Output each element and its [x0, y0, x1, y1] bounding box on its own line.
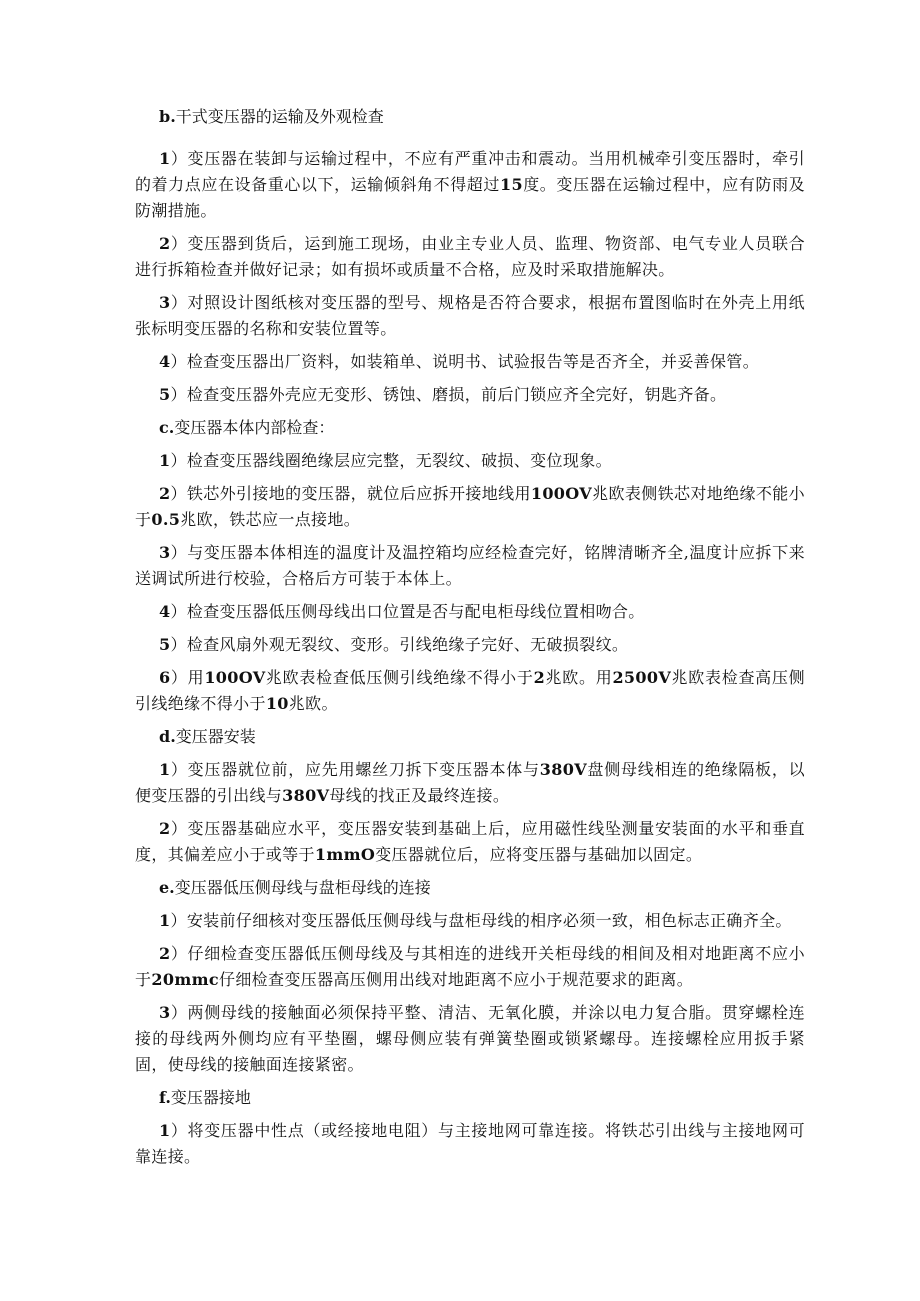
- item-number: 2: [159, 944, 171, 963]
- item-number: 2: [159, 234, 171, 253]
- section-title: 变压器接地: [170, 1088, 251, 1107]
- paragraph-e-1: [135, 908, 805, 934]
- section-heading-f: [135, 1085, 805, 1111]
- section-title: 干式变压器的运输及外观检查: [175, 107, 384, 126]
- item-value: 100OV: [530, 484, 593, 503]
- item-text: ）两侧母线的接触面必须保持平整、清洁、无氧化膜，并涂以电力复合脂。贯穿螺栓连接的母线两外侧均应有平垫圈，螺母侧应装有弹簧垫圈或锁紧螺母。连接螺栓应用扳手紧固，使母线的接触面连接紧密。: [135, 1003, 805, 1074]
- item-number: 2: [159, 819, 171, 838]
- item-value: 100OV: [204, 668, 266, 687]
- paragraph-c-2: [135, 481, 805, 533]
- item-number: 4: [159, 602, 171, 621]
- item-text-tail: 兆欧。: [288, 694, 338, 713]
- section-title: 变压器本体内部检查：: [174, 418, 335, 437]
- item-value: 380V: [539, 760, 588, 779]
- item-text-tail: 变压器就位后，应将变压器与基础加以固定。: [375, 845, 703, 864]
- paragraph-d-2: [135, 816, 805, 868]
- paragraph-b-2: [135, 231, 805, 283]
- item-value: 1mmO: [314, 845, 376, 864]
- item-number: 1: [159, 911, 171, 930]
- paragraph-b-5: [135, 382, 805, 408]
- paragraph-c-1: [135, 448, 805, 474]
- section-title: 变压器安装: [175, 727, 256, 746]
- item-text: ）仔细检查变压器低压侧母线及与其相连的进线开关柜母线的相间及相对地距离不应小于: [135, 944, 805, 989]
- document-body: [135, 104, 805, 1177]
- paragraph-b-3: [135, 290, 805, 342]
- item-number: 1: [159, 1121, 171, 1140]
- item-number: 3: [159, 1003, 171, 1022]
- section-heading-b: [135, 104, 805, 130]
- item-text: ）检查变压器线圈绝缘层应完整，无裂纹、破损、变位现象。: [170, 451, 612, 470]
- item-number: 1: [159, 760, 171, 779]
- item-value: 380V: [282, 786, 330, 805]
- item-text: ）变压器基础应水平，变压器安装到基础上后，应用磁性线坠测量安装面的水平和垂直度，其偏差应小于或等于: [135, 819, 805, 864]
- paragraph-e-3: [135, 1000, 805, 1078]
- section-title: 变压器低压侧母线与盘柜母线的连接: [174, 878, 431, 897]
- section-marker: b.: [159, 107, 176, 126]
- paragraph-c-6: [135, 665, 805, 717]
- item-text: ）检查风扇外观无裂纹、变形。引线绝缘子完好、无破损裂纹。: [170, 635, 629, 654]
- item-value: 0.5: [151, 510, 181, 529]
- item-value: 20mmc: [151, 970, 219, 989]
- item-text: ）将变压器中性点（或经接地电阻）与主接地网可靠连接。将铁芯引出线与主接地网可靠连接。: [135, 1121, 805, 1166]
- section-marker: e.: [159, 878, 175, 897]
- paragraph-c-3: [135, 540, 805, 592]
- paragraph-c-5: [135, 632, 805, 658]
- section-heading-e: [135, 875, 805, 901]
- item-text: ）变压器就位前，应先用螺丝刀拆下变压器本体与: [170, 760, 540, 779]
- item-text: ）铁芯外引接地的变压器，就位后应拆开接地线用: [170, 484, 531, 503]
- item-text-mid: 兆欧表检查高压侧引线绝缘不得小于: [135, 668, 805, 713]
- paragraph-c-4: [135, 599, 805, 625]
- item-text-mid: 盘侧母线相连的绝缘隔板，以便变压器的引出线与: [135, 760, 805, 805]
- item-text: ）对照设计图纸核对变压器的型号、规格是否符合要求，根据布置图临时在外壳上用纸张标明变压器的名称和安装位置等。: [135, 293, 805, 338]
- item-number: 2: [159, 484, 171, 503]
- item-text-tail: 度。变压器在运输过程中，应有防雨及防潮措施。: [135, 175, 806, 220]
- paragraph-e-2: [135, 941, 805, 993]
- item-value: 10: [265, 694, 289, 713]
- item-text-tail: 兆欧，铁芯应一点接地。: [180, 510, 361, 529]
- item-number: 6: [159, 668, 171, 687]
- section-marker: c.: [159, 418, 175, 437]
- paragraph-b-4: [135, 349, 805, 375]
- item-value: 2: [533, 668, 546, 687]
- item-text-tail: 仔细检查变压器高压侧用出线对地距离不应小于规范要求的距离。: [218, 970, 694, 989]
- paragraph-b-1: [135, 146, 805, 224]
- item-text-mid: 兆欧表侧铁芯对地绝缘不能小于: [135, 484, 805, 529]
- section-heading-c: [135, 415, 805, 441]
- item-text: ）用: [170, 668, 205, 687]
- item-text-mid: 兆欧表检查低压侧引线绝缘不得小于: [265, 668, 534, 687]
- section-marker: f.: [159, 1088, 171, 1107]
- item-value: 2500V: [612, 668, 672, 687]
- item-text-tail: 母线的找正及最终连接。: [329, 786, 510, 805]
- item-number: 5: [159, 635, 171, 654]
- item-number: 1: [159, 149, 171, 168]
- item-number: 1: [159, 451, 171, 470]
- item-text: ）与变压器本体相连的温度计及温控箱均应经检查完好，铭牌清晰齐全,温度计应拆下来送调试所进行校验，合格后方可装于本体上。: [135, 543, 805, 588]
- section-heading-d: [135, 724, 805, 750]
- paragraph-f-1: [135, 1118, 805, 1170]
- item-number: 3: [159, 293, 171, 312]
- section-marker: d.: [159, 727, 176, 746]
- item-text: ）变压器在装卸与运输过程中，不应有严重冲击和震动。当用机械牵引变压器时，牵引的着力点应在设备重心以下，运输倾斜角不得超过: [135, 149, 805, 194]
- item-number: 5: [159, 385, 171, 404]
- item-text: ）检查变压器低压侧母线出口位置是否与配电柜母线位置相吻合。: [170, 602, 645, 621]
- item-text: ）安装前仔细核对变压器低压侧母线与盘柜母线的相序必须一致，相色标志正确齐全。: [170, 911, 792, 930]
- item-text: ）变压器到货后，运到施工现场，由业主专业人员、监理、物资部、电气专业人员联合进行拆箱检查并做好记录；如有损坏或质量不合格，应及时采取措施解决。: [135, 234, 805, 279]
- item-text-mid: 兆欧。用: [545, 668, 613, 687]
- item-number: 3: [159, 543, 171, 562]
- item-value: 15: [500, 175, 523, 194]
- paragraph-d-1: [135, 757, 805, 809]
- item-text: ）检查变压器出厂资料，如装箱单、说明书、试验报告等是否齐全，并妥善保管。: [170, 352, 760, 371]
- item-number: 4: [159, 352, 171, 371]
- item-text: ）检查变压器外壳应无变形、锈蚀、磨损，前后门锁应齐全完好，钥匙齐备。: [170, 385, 727, 404]
